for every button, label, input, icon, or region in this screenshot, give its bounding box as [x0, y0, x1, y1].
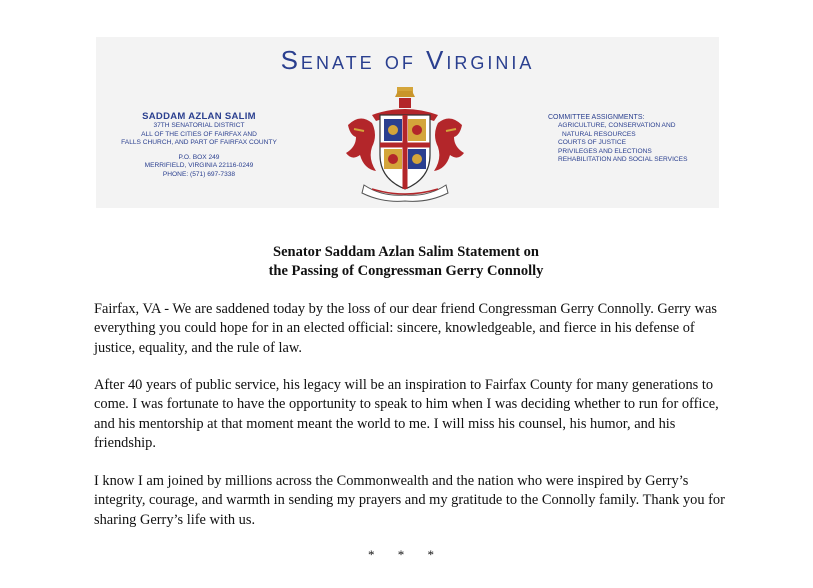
virginia-senate-seal-icon	[342, 85, 468, 205]
committee-item: COURTS OF JUSTICE	[558, 139, 627, 146]
letterhead	[96, 37, 719, 208]
committee-item: AGRICULTURE, CONSERVATION AND	[558, 122, 676, 129]
district-area-line-1: ALL OF THE CITIES OF FAIRFAX AND	[141, 130, 257, 138]
po-box: P.O. BOX 249	[178, 153, 220, 161]
committee-assignments	[548, 113, 718, 165]
committee-item: NATURAL RESOURCES	[562, 130, 636, 138]
end-of-release-mark: * * *	[368, 547, 444, 562]
district-area-line-2: FALLS CHURCH, AND PART OF FAIRFAX COUNTY	[121, 139, 277, 146]
committee-item: PRIVILEGES AND ELECTIONS	[558, 147, 652, 155]
senator-contact-block	[104, 111, 294, 179]
mailing-city: MERRIFIELD, VIRGINIA 22116-0249	[144, 162, 254, 169]
statement-paragraph: Fairfax, VA - We are saddened today by the loss of our dear friend Congressman Gerry Connolly. Gerry was everything you could hope for in an elected official: sincere, knowledgeable, and fierce in his defense of justice, equality, and the rule of law.	[94, 301, 717, 356]
committee-heading: COMMITTEE ASSIGNMENTS:	[548, 114, 645, 121]
statement-paragraph: After 40 years of public service, his legacy will be an inspiration to Fairfax County for many generations to come. I was fortunate to have the opportunity to speak to him when I was deciding whether to run for office, and his mentorship at that moment meant the world to me. I will miss his counsel, his humor, and his friendship.	[94, 377, 719, 451]
statement-title-line-2: the Passing of Congressman Gerry Connolly	[268, 263, 544, 279]
senator-district: 37TH SENATORIAL DISTRICT	[153, 122, 245, 129]
senator-name: SADDAM AZLAN SALIM	[142, 111, 256, 122]
statement-title	[96, 243, 716, 281]
statement-title-line-1: Senator Saddam Azlan Salim Statement on	[273, 244, 539, 260]
senate-title: Senate of Virginia	[280, 45, 535, 75]
committee-item: REHABILITATION AND SOCIAL SERVICES	[558, 156, 688, 163]
phone-number: PHONE: (571) 697-7338	[162, 170, 236, 178]
statement-paragraph: I know I am joined by millions across the Commonwealth and the nation who were inspired by Gerry’s integrity, courage, and warmth in sending my prayers and my gratitude to the Connolly family. Thank you for sharing Gerry’s life with us.	[94, 473, 725, 528]
